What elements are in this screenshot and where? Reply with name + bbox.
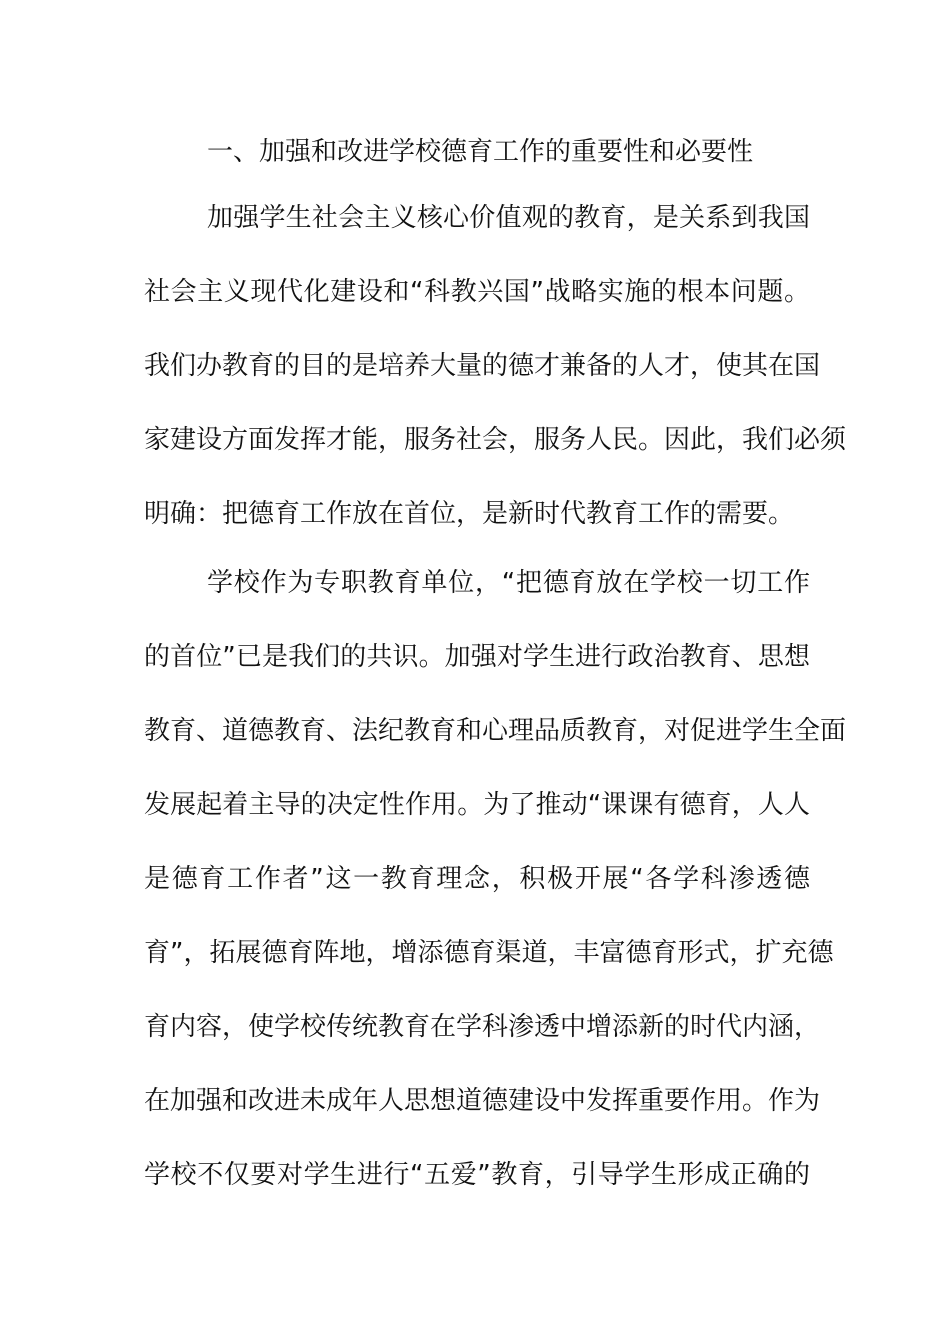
paragraph-line: 我们办教育的目的是培养大量的德才兼备的人才，使其在国 <box>144 351 821 381</box>
paragraph-line: 学校不仅要对学生进行“五爱”教育，引导学生形成正确的 <box>144 1160 810 1190</box>
paragraph-line: 是德育工作者”这一教育理念，积极开展“各学科渗透德 <box>144 864 810 894</box>
section-heading: 一、加强和改进学校德育工作的重要性和必要性 <box>207 137 754 167</box>
paragraph-line: 育内容，使学校传统教育在学科渗透中增添新的时代内涵， <box>144 1012 821 1042</box>
paragraph-line: 的首位”已是我们的共识。加强对学生进行政治教育、思想 <box>144 642 810 672</box>
paragraph-line: 育”，拓展德育阵地，增添德育渠道，丰富德育形式，扩充德 <box>144 938 834 968</box>
paragraph-line: 学校作为专职教育单位，“把德育放在学校一切工作 <box>207 568 810 598</box>
paragraph-line: 明确：把德育工作放在首位，是新时代教育工作的需要。 <box>144 499 795 529</box>
paragraph-line: 加强学生社会主义核心价值观的教育，是关系到我国 <box>207 203 810 233</box>
paragraph-line: 教育、道德教育、法纪教育和心理品质教育，对促进学生全面 <box>144 716 847 746</box>
paragraph-line: 在加强和改进未成年人思想道德建设中发挥重要作用。作为 <box>144 1086 821 1116</box>
paragraph-line: 家建设方面发挥才能，服务社会，服务人民。因此，我们必须 <box>144 425 847 455</box>
paragraph-line: 社会主义现代化建设和“科教兴国”战略实施的根本问题。 <box>144 277 810 307</box>
paragraph-line: 发展起着主导的决定性作用。为了推动“课课有德育，人人 <box>144 790 810 820</box>
